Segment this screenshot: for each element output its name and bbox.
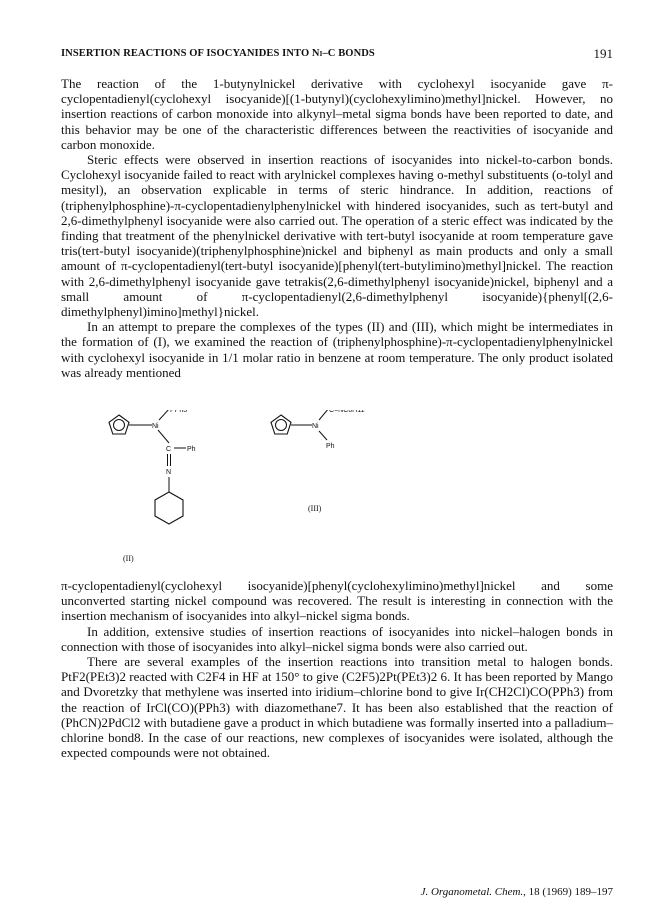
paragraph-halogen-studies: In addition, extensive studies of insertion reactions of isocyanides into nickel–halogen bonds in connection with those of isocyanides into alkyl–nickel sigma bonds were also carried out. [61, 623, 613, 654]
ni-c-bond-III [319, 410, 329, 420]
ligand-II: PPh3 [170, 410, 188, 414]
structure-III [271, 410, 365, 513]
paragraph-examples: There are several examples of the insertion reactions into transition metal to halogen bonds. PtF2(PEt3)2 reacted with C2F4 in HF at 150° to give (C2F5)2Pt(PEt3)2 6. It has been reported by Mango and Dvoretzky that methylene was inserted into iridium–chlorine bond to give Ir(CH2Cl)CO(PPh3) from the reaction of IrCl(CO)(PPh3) with diazomethane7. It has been also established that the reaction of (PhCN)2PdCl2 with butadiene gave a product in which butadiene was formally inserted into a palladium–chlorine bond8. In the case of our reactions, new complexes of isocyanides were isolated, although the expected compounds were not obtained. [61, 654, 613, 761]
structure-II [109, 410, 196, 563]
paragraph-butynyl: The reaction of the 1-butynylnickel derivative with cyclohexyl isocyanide gave π-cyclopentadienyl(cyclohexyl isocyanide)[(1-butynyl)(cyclohexylimino)methyl]nickel. However, no insertion reactions of carbon monoxide into alkynyl–metal sigma bonds have been reported to date, and this behavior may be one of the characteristic differences between the reactivities of isocyanide and carbon monoxide. [61, 76, 613, 152]
running-title: INSERTION REACTIONS OF ISOCYANIDES INTO Ni–C BONDS [61, 48, 375, 59]
nitrogen-II: N [166, 469, 172, 476]
ligand-III: C≡NC6H11 [329, 410, 365, 414]
cp-aromatic-circle-III [276, 420, 287, 431]
journal-details: , 18 (1969) 189–197 [523, 886, 613, 898]
structure-figure [100, 410, 440, 575]
journal-citation [421, 886, 613, 898]
paragraph-product: π-cyclopentadienyl(cyclohexyl isocyanide)[phenyl(cyclohexylimino)methyl]nickel and some unconverted starting nickel compound was recovered. The result is interesting in connection with the insertion mechanism of isocyanides into alkyl–nickel sigma bonds. [61, 578, 613, 624]
ni-c-bond-II [158, 430, 169, 443]
body-text-upper [61, 76, 613, 380]
substituent-II: Ph [187, 446, 196, 453]
metal-II: Ni [152, 423, 159, 430]
label-III: (III) [308, 504, 322, 513]
cp-aromatic-circle-II [114, 420, 125, 431]
paragraph-steric-effects: Steric effects were observed in insertion reactions of isocyanides into nickel-to-carbon bonds. Cyclohexyl isocyanide failed to react with arylnickel complexes having o-methyl substituents (o-tolyl and mesityl), an observation explicable in terms of steric hindrance. In addition, reactions of (triphenylphosphine)-π-cyclopentadienylphenylnickel with hindered isocyanides, such as tert-butyl and 2,6-dimethylphenyl isocyanide were also carried out. The operation of a steric effect was indicated by the finding that treatment of the phenylnickel derivative with tert-butyl isocyanide at room temperature gave tris(tert-butyl isocyanide)(triphenylphosphine)nickel and biphenyl as main products and only a small amount of π-cyclopentadienyl(tert-butyl isocyanide)[phenyl(tert-butylimino)methyl]nickel. The reaction with 2,6-dimethylphenyl isocyanide gave tetrakis(2,6-dimethylphenyl isocyanide)nickel, biphenyl and a small amount of π-cyclopentadienyl(2,6-dimethylphenyl isocyanide){phenyl[(2,6-dimethylphenyl)imino]methyl}nickel. [61, 152, 613, 320]
ni-p-bond-II [159, 410, 170, 420]
cyclopentadienyl-ring-III [271, 415, 291, 434]
page-header [61, 48, 613, 64]
cyclohexyl-ring-II [155, 492, 183, 524]
carbon-II: C [166, 446, 172, 453]
page-number: 191 [593, 46, 613, 61]
substituent-III: Ph [326, 443, 335, 450]
structure-diagrams [100, 410, 440, 575]
journal-name: J. Organometal. Chem. [420, 886, 524, 898]
metal-III: Ni [312, 423, 319, 430]
cyclopentadienyl-ring-II [109, 415, 129, 434]
paragraph-attempt: In an attempt to prepare the complexes of the types (II) and (III), which might be intermediates in the formation of (I), we examined the reaction of (triphenylphosphine)-π-cyclopentadienylphenylnickel with cyclohexyl isocyanide in 1/1 molar ratio in benzene at room temperature. The only product isolated was already mentioned [61, 319, 613, 380]
body-text-lower [61, 578, 613, 760]
ni-ph-bond-III [319, 431, 327, 440]
label-II: (II) [123, 554, 134, 563]
